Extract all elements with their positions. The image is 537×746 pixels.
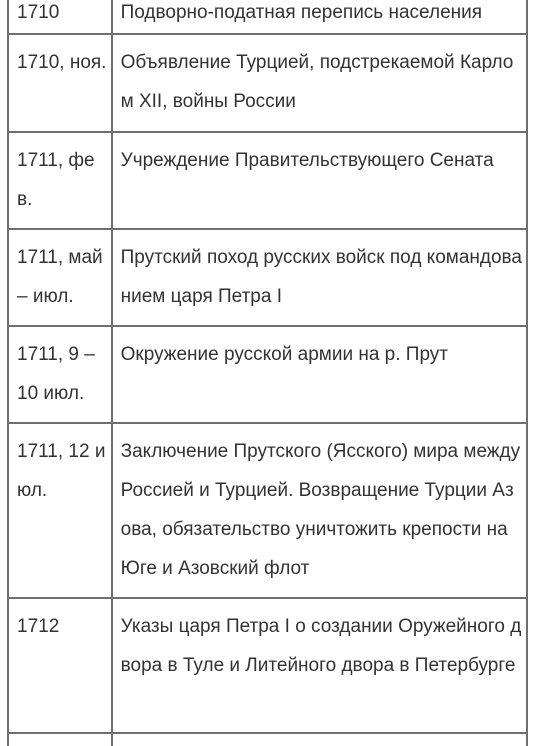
date-cell: 1710: [9, 0, 113, 33]
date-cell: 1711, 9 – 10 июл.: [9, 327, 113, 422]
date-cell: [9, 734, 113, 746]
date-cell: 1711, фев.: [9, 133, 113, 228]
table-row: [9, 424, 526, 599]
table-row: [9, 599, 526, 734]
table-row: [9, 230, 526, 327]
event-cell: Объявление Турцией, подстрекаемой Карлом XII, войны России: [120, 52, 514, 112]
table-row: [9, 0, 526, 35]
date-cell: 1712: [9, 599, 113, 732]
event-cell: Подворно-податная перепись населения: [120, 2, 483, 23]
date-cell: 1711, май – июл.: [9, 230, 113, 325]
event-cell: Прутский поход русских войск под командованием царя Петра I: [120, 247, 522, 307]
date-cell: 1710, ноя.: [9, 35, 113, 131]
date-cell: 1711, 12 июл.: [9, 424, 113, 597]
event-cell: Указы царя Петра I о создании Оружейного двора в Туле и Литейного двора в Петербурге: [120, 616, 522, 676]
table-row: [9, 734, 526, 746]
event-cell: Заключение Прутского (Ясского) мира между Россией и Турцией. Возвращение Турции Азова, обязательство уничтожить крепости на Юге и Азовский флот: [120, 441, 521, 579]
event-cell: Окружение русской армии на р. Прут: [120, 344, 449, 365]
chronology-table: [7, 0, 528, 746]
event-cell: [113, 734, 526, 746]
table-row: [9, 133, 526, 230]
table-row: [9, 35, 526, 133]
event-cell: Учреждение Правительствующего Сената: [120, 150, 494, 171]
table-row: [9, 327, 526, 424]
